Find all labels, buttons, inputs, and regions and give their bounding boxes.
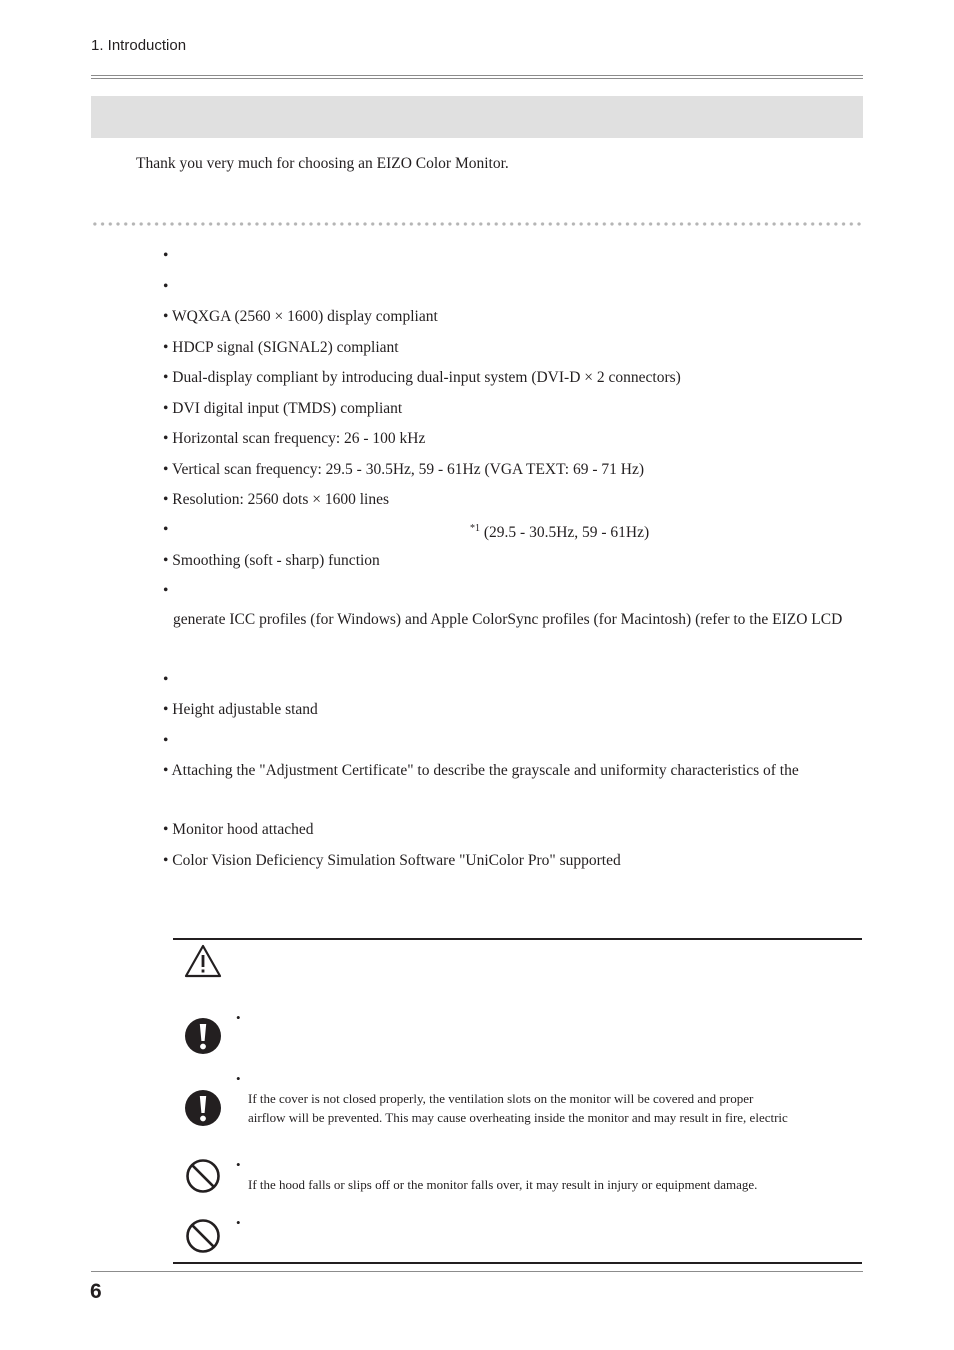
chapter-header: 1. Introduction — [91, 37, 187, 54]
feature-monitor-hood: • Monitor hood attached — [163, 821, 314, 838]
caution-top-rule — [173, 938, 862, 940]
feature-smoothing: • Smoothing (soft - sharp) function — [163, 552, 380, 569]
feature-bullet: • — [163, 732, 169, 749]
feature-dvi-input: • DVI digital input (TMDS) compliant — [163, 400, 403, 417]
feature-bullet: • — [163, 521, 169, 538]
note-bullet: • — [236, 1215, 241, 1230]
feature-bullet: • — [163, 582, 169, 599]
feature-bullet: • — [163, 671, 169, 688]
cover-warning-text: airflow will be prevented. This may cause overheating inside the monitor and may result in fire, electric — [248, 1110, 788, 1125]
warning-triangle-icon — [184, 943, 222, 979]
mandatory-exclamation-icon — [184, 1089, 222, 1127]
feature-certificate: • Attaching the "Adjustment Certificate" to describe the grayscale and uniformity characteristics of the — [163, 762, 799, 779]
feature-icc-profiles: generate ICC profiles (for Windows) and Apple ColorSync profiles (for Macintosh) (refer to the EIZO LCD — [173, 611, 843, 628]
page-number: 6 — [90, 1280, 102, 1303]
prohibited-circle-icon — [185, 1158, 221, 1194]
feature-hdcp: • HDCP signal (SIGNAL2) compliant — [163, 339, 399, 356]
feature-dual-display: • Dual-display compliant by introducing dual-input system (DVI-D × 2 connectors) — [163, 369, 681, 386]
intro-text: Thank you very much for choosing an EIZO Color Monitor. — [136, 155, 509, 172]
feature-vertical-scan: • Vertical scan frequency: 29.5 - 30.5Hz, 59 - 61Hz (VGA TEXT: 69 - 71 Hz) — [163, 461, 645, 478]
footnote-mark: *1 — [470, 523, 480, 534]
feature-bullet: • — [163, 278, 169, 295]
note-bullet: • — [236, 1010, 241, 1025]
footer-rule — [91, 1271, 863, 1272]
note-bullet: • — [236, 1071, 241, 1086]
cover-warning-text: If the cover is not closed properly, the ventilation slots on the monitor will be covered and proper — [248, 1091, 754, 1106]
caution-bottom-rule — [173, 1262, 862, 1264]
feature-unicolor-pro: • Color Vision Deficiency Simulation Software "UniColor Pro" supported — [163, 852, 621, 869]
feature-wqxga: • WQXGA (2560 × 1600) display compliant — [163, 308, 438, 325]
feature-frame-rate — [470, 520, 649, 542]
prohibited-circle-icon — [185, 1218, 221, 1254]
dotted-divider — [91, 222, 863, 226]
mandatory-exclamation-icon — [184, 1017, 222, 1055]
feature-horizontal-scan: • Horizontal scan frequency: 26 - 100 kHz — [163, 430, 426, 447]
hood-warning-text: If the hood falls or slips off or the monitor falls over, it may result in injury or equipment damage. — [248, 1177, 758, 1192]
feature-stand: • Height adjustable stand — [163, 701, 318, 718]
frame-rate-range: (29.5 - 30.5Hz, 59 - 61Hz) — [480, 524, 650, 542]
header-rule-second — [91, 78, 863, 79]
feature-resolution: • Resolution: 2560 dots × 1600 lines — [163, 491, 390, 508]
section-title-bar — [91, 96, 863, 138]
feature-bullet: • — [163, 247, 169, 264]
header-rule — [91, 75, 863, 76]
note-bullet: • — [236, 1157, 241, 1172]
